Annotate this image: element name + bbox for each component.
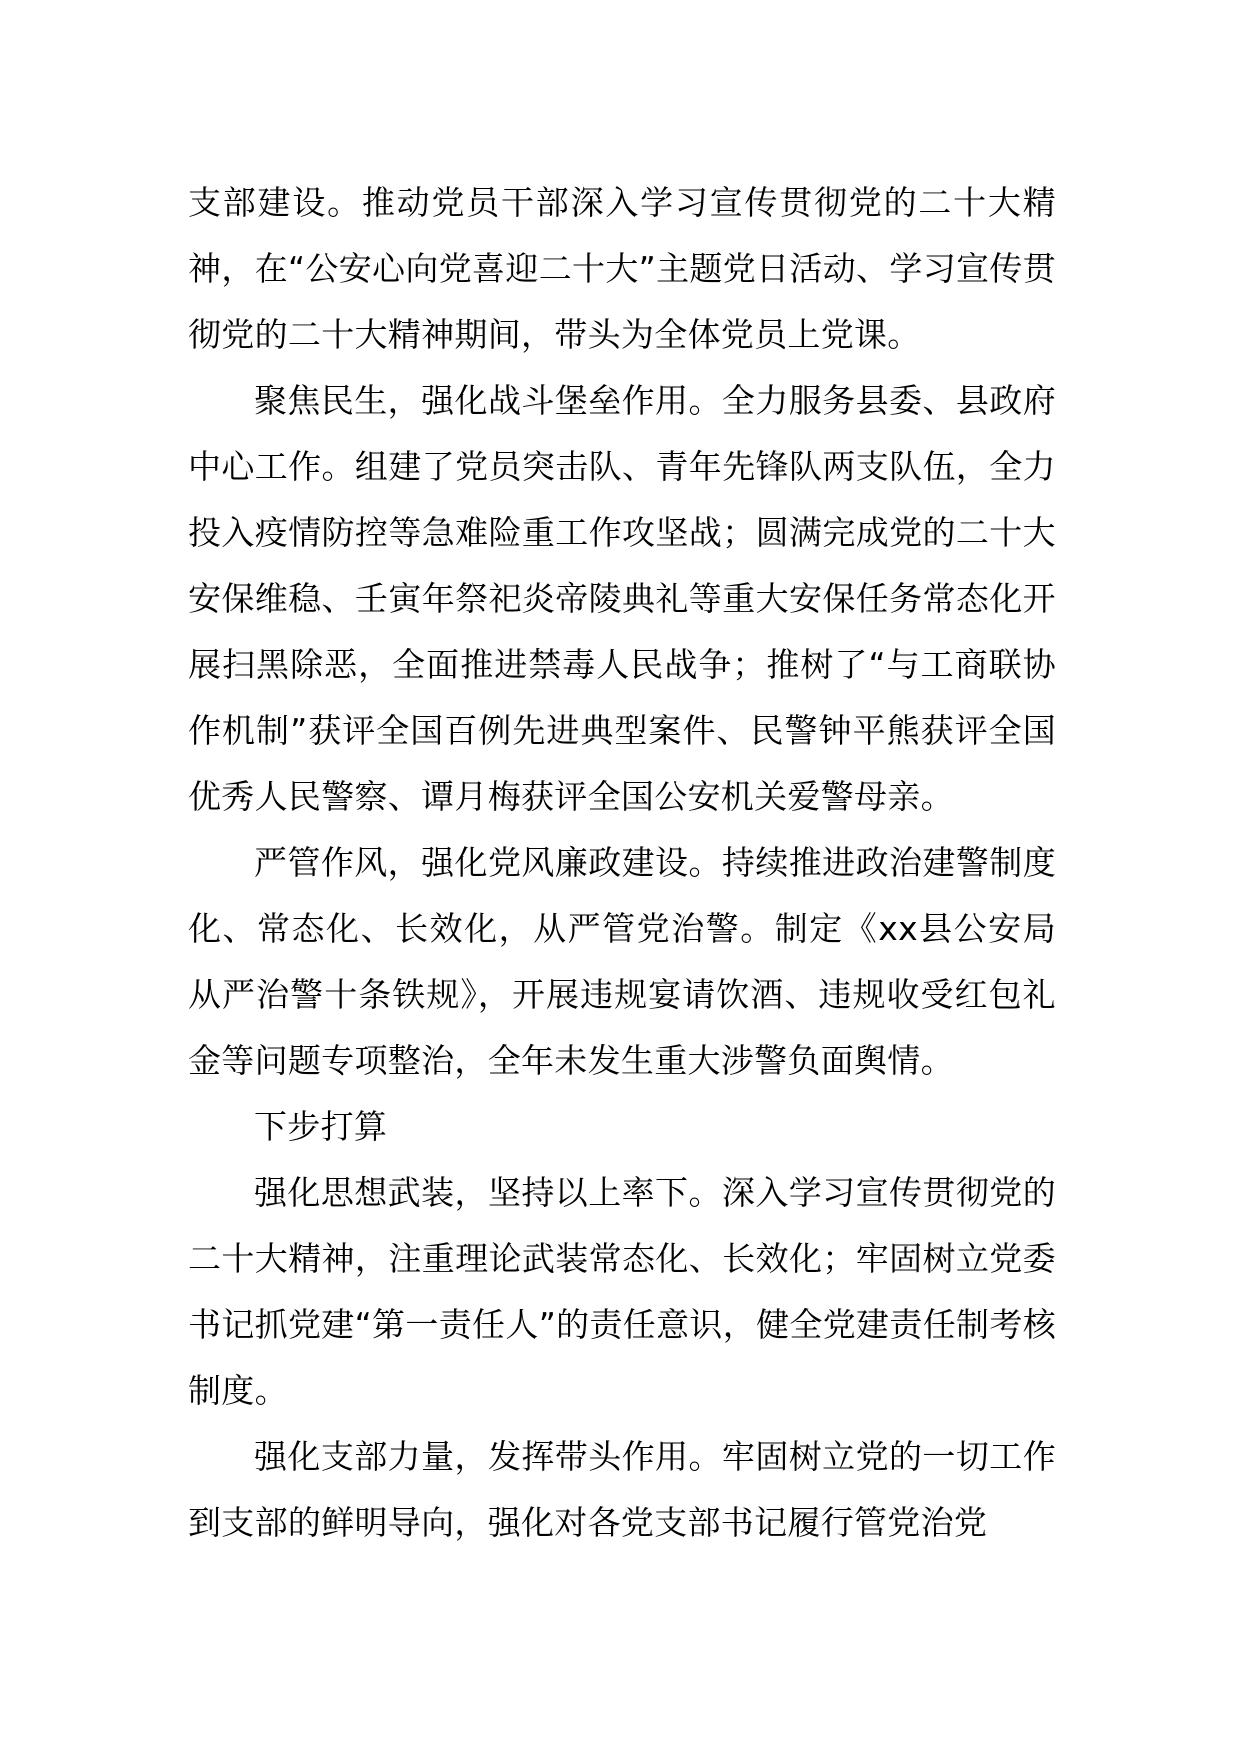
paragraph-discipline: 严管作风，强化党风廉政建设。持续推进政治建警制度化、常态化、长效化，从严管党治警。制定《xx县公安局从严治警十条铁规》，开展违规宴请饮酒、违规收受红包礼金等问题专项整治，全年未发生重大涉警负面舆情。 — [188, 843, 1056, 1080]
section-heading-next-steps: 下步打算 — [254, 1107, 388, 1146]
document-body — [188, 170, 1056, 1556]
paragraph-continuation: 支部建设。推动党员干部深入学习宣传贯彻党的二十大精神，在“公安心向党喜迎二十大”主题党日活动、学习宣传贯彻党的二十大精神期间，带头为全体党员上党课。 — [188, 183, 1056, 354]
paragraph-branch-strength: 强化支部力量，发挥带头作用。牢固树立党的一切工作到支部的鲜明导向，强化对各党支部书记履行管党治党 — [188, 1437, 1056, 1542]
paragraph-ideology: 强化思想武装，坚持以上率下。深入学习宣传贯彻党的二十大精神，注重理论武装常态化、长效化；牢固树立党委书记抓党建“第一责任人”的责任意识，健全党建责任制考核制度。 — [188, 1173, 1056, 1410]
paragraph-livelihood: 聚焦民生，强化战斗堡垒作用。全力服务县委、县政府中心工作。组建了党员突击队、青年先锋队两支队伍，全力投入疫情防控等急难险重工作攻坚战；圆满完成党的二十大安保维稳、壬寅年祭祀炎帝陵典礼等重大安保任务常态化开展扫黑除恶，全面推进禁毒人民战争；推树了“与工商联协作机制”获评全国百例先进典型案件、民警钟平熊获评全国优秀人民警察、谭月梅获评全国公安机关爱警母亲。 — [188, 381, 1056, 816]
